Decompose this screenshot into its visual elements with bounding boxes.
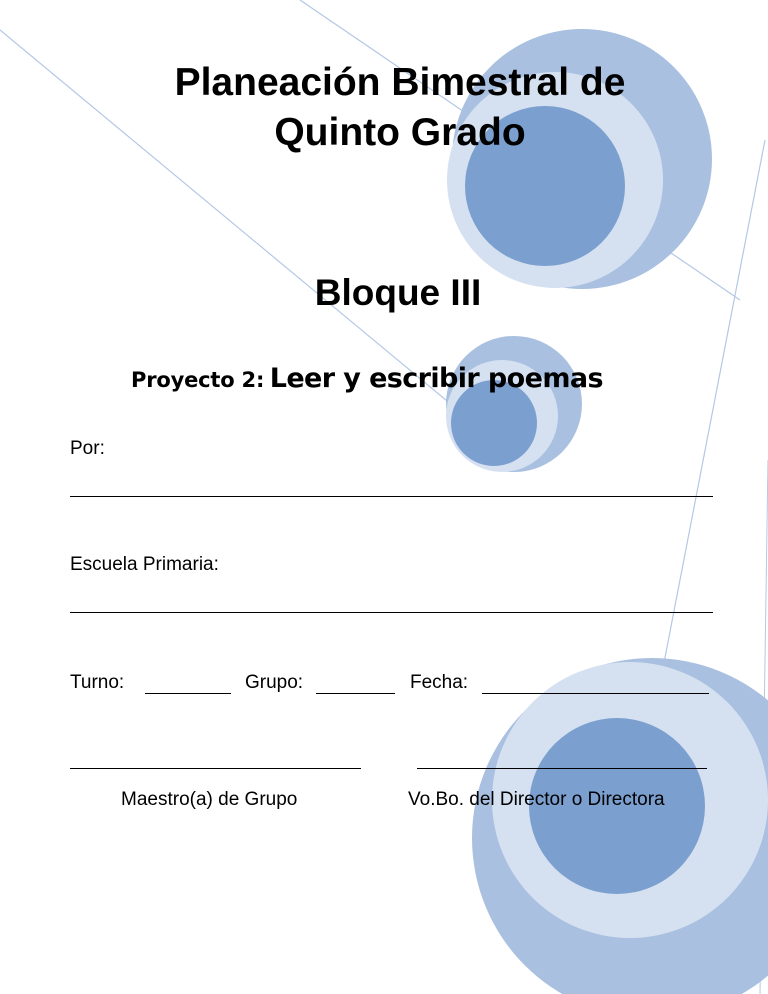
author-label: Por: bbox=[70, 438, 105, 459]
date-label: Fecha: bbox=[410, 672, 469, 693]
title-line-1: Planeación Bimestral de bbox=[174, 61, 626, 104]
title-line-2: Quinto Grado bbox=[274, 111, 526, 154]
group-label: Grupo: bbox=[245, 672, 304, 693]
decorative-circle-group-middle bbox=[446, 336, 582, 472]
block-heading: Bloque III bbox=[314, 272, 482, 313]
project-label: Proyecto 2: bbox=[131, 368, 265, 392]
date-fill-line[interactable] bbox=[482, 693, 709, 694]
decorative-circle-group-bottom bbox=[472, 658, 768, 994]
project-title: Leer y escribir poemas bbox=[269, 363, 603, 394]
teacher-signature-line[interactable] bbox=[70, 768, 361, 769]
document-title bbox=[0, 58, 768, 158]
shift-label: Turno: bbox=[70, 672, 125, 693]
school-fill-line[interactable] bbox=[70, 612, 713, 613]
shift-fill-line[interactable] bbox=[145, 693, 231, 694]
group-fill-line[interactable] bbox=[316, 693, 395, 694]
author-fill-line[interactable] bbox=[70, 496, 713, 497]
director-signature-label: Vo.Bo. del Director o Directora bbox=[408, 789, 665, 810]
director-signature-line[interactable] bbox=[417, 768, 707, 769]
project-heading bbox=[131, 363, 603, 394]
teacher-signature-label: Maestro(a) de Grupo bbox=[121, 789, 298, 810]
school-label: Escuela Primaria: bbox=[70, 554, 219, 575]
